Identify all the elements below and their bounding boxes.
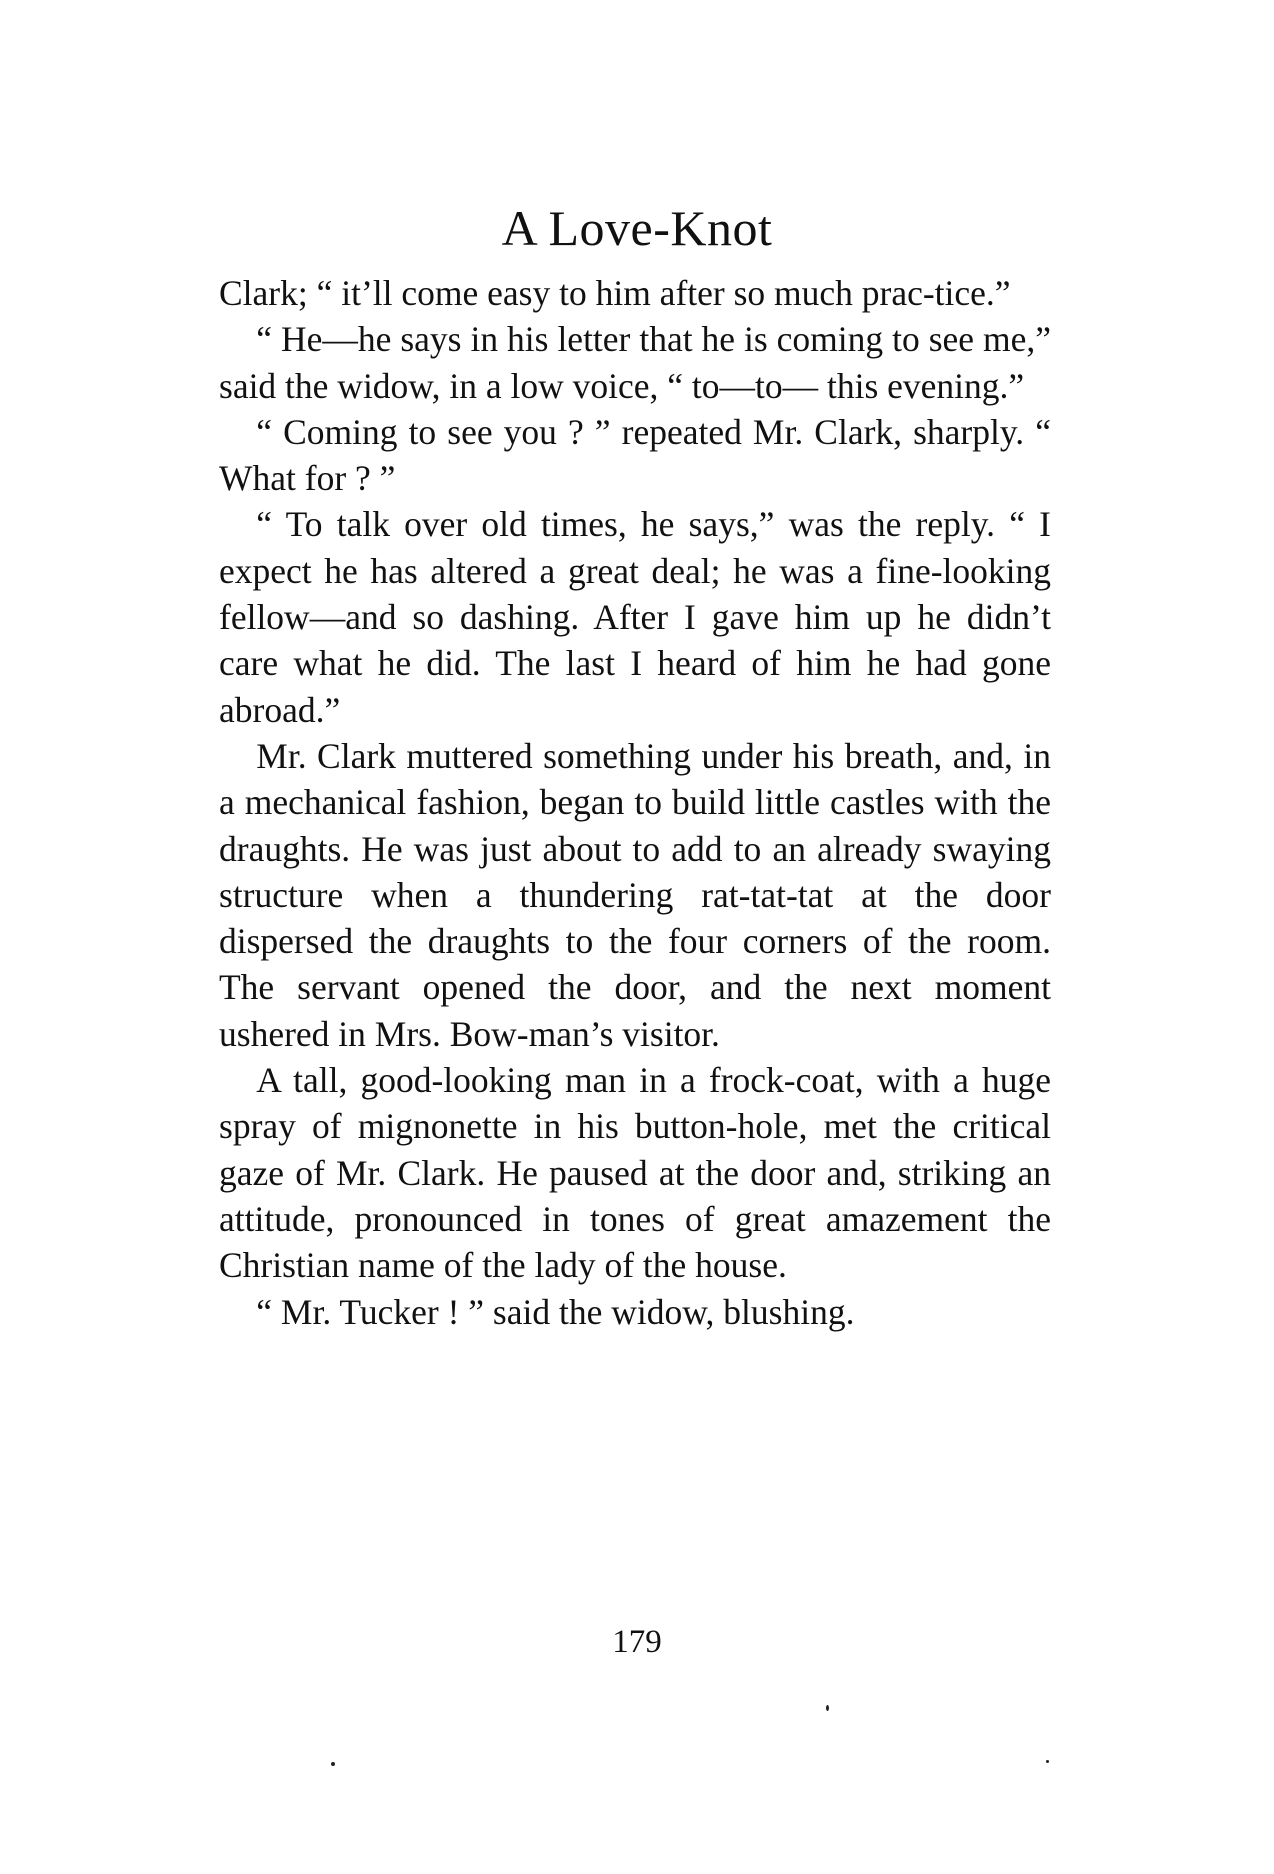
scan-speck bbox=[1046, 1760, 1049, 1763]
page-number: 179 bbox=[612, 1624, 662, 1660]
scan-speck bbox=[826, 1705, 829, 1711]
paragraph-5: Mr. Clark muttered something under his breath, and, in a mechanical fashion, began to build little castles with the draughts. He was just about to add to an already swaying structure when a thundering rat-tat-tat at the door dispersed the draughts to the four corners of the room. The servant opened the door, and the next moment ushered in Mrs. Bow-man’s visitor. bbox=[219, 735, 1051, 1054]
paragraph-6: A tall, good-looking man in a frock-coat, with a huge spray of mignonette in his button-hole, met the critical gaze of Mr. Clark. He paused at the door and, striking an attitude, pronounced in tones of great amazement the Christian name of the lady of the house. bbox=[219, 1060, 1051, 1286]
paragraph-2: “ He—he says in his letter that he is coming to see me,” said the widow, in a low voice, “ to—to— this evening.” bbox=[219, 319, 1051, 406]
paragraph-7: “ Mr. Tucker ! ” said the widow, blushing. bbox=[256, 1291, 855, 1332]
body-text bbox=[219, 270, 1051, 1335]
paragraph-3: “ Coming to see you ? ” repeated Mr. Clark, sharply. “ What for ? ” bbox=[219, 411, 1051, 499]
scan-speck bbox=[331, 1762, 335, 1766]
paragraph-4: “ To talk over old times, he says,” was the reply. “ I expect he has altered a great deal; he was a fine-looking fellow—and so dashing. After I gave him up he didn’t care what he did. The last I heard of him he had gone abroad.” bbox=[219, 504, 1051, 730]
running-head: A Love-Knot bbox=[501, 200, 773, 256]
paragraph-1: Clark; “ it’ll come easy to him after so much prac-tice.” bbox=[219, 273, 1011, 313]
